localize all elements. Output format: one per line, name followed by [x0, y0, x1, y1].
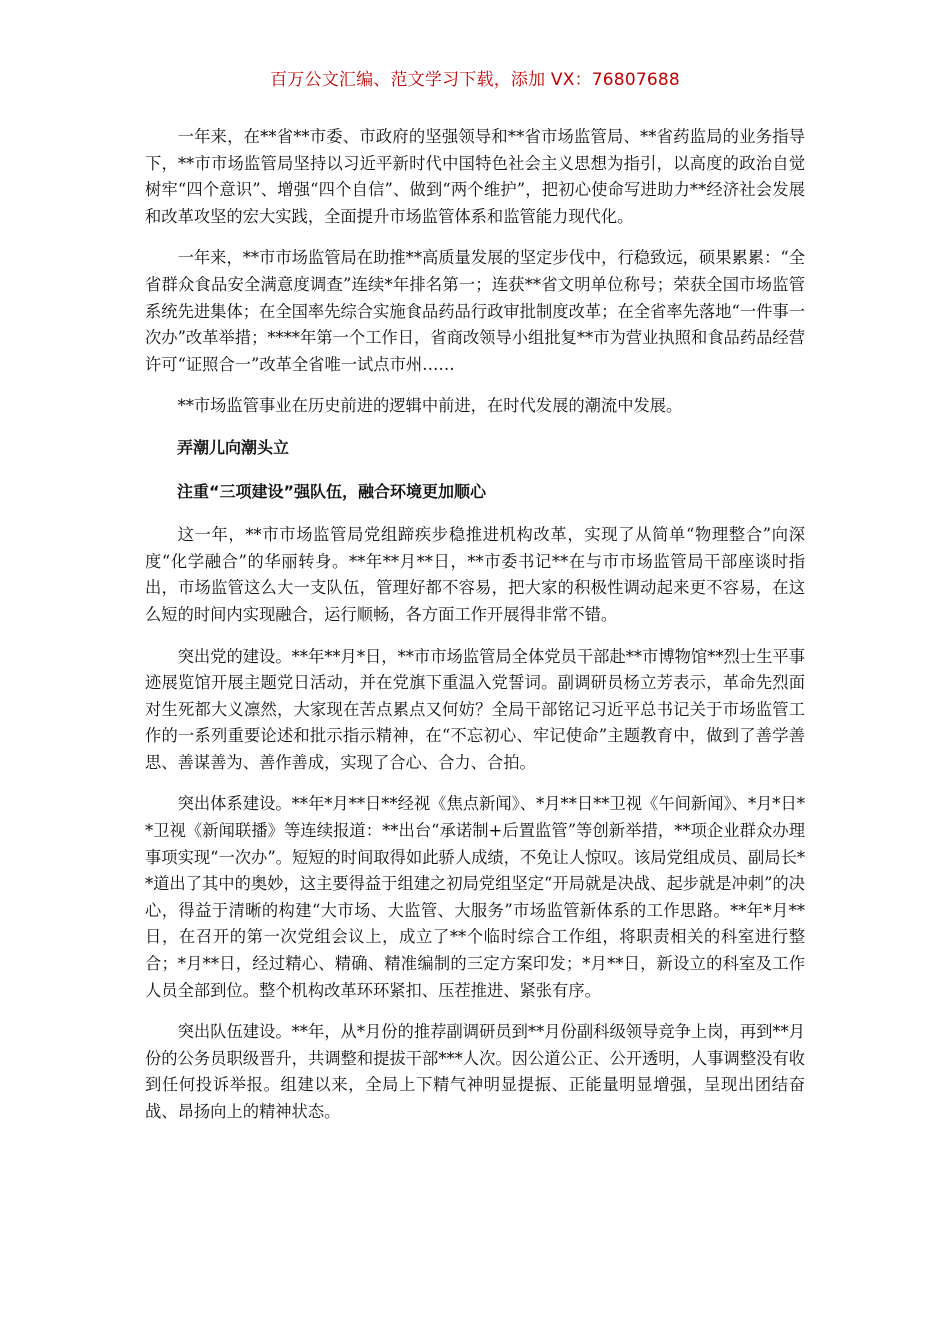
paragraph-reform: 这一年，**市市场监管局党组蹄疾步稳推进机构改革，实现了从简单“物理整合”向深度“化学融合”的华丽转身。**年**月**日，**市委书记**在与市市场监管局干部座谈时指出，市场监管这么大一支队伍，管理好都不容易，把大家的积极性调动起来更不容易，在这么短的时间内实现融合，运行顺畅，各方面工作开展得非常不错。 [145, 525, 805, 624]
paragraph-party-building: 突出党的建设。**年**月*日，**市市场监管局全体党员干部赴**市博物馆**烈士生平事迹展览馆开展主题党日活动，并在党旗下重温入党誓词。副调研员杨立芳表示，革命先烈面对生死都大义凛然，大家现在苦点累点又何妨？全局干部铭记习近平总书记关于市场监管工作的一系列重要论述和批示指示精神，在“不忘初心、牢记使命”主题教育中，做到了善学善思、善谋善为、善作善成，实现了合心、合力、合拍。 [145, 646, 805, 772]
paragraph-team-building: 突出队伍建设。**年，从*月份的推荐副调研员到**月份副科级领导竞争上岗，再到**月份的公务员职级晋升，共调整和提拔干部***人次。因公道公正、公开透明，人事调整没有收到任何投诉举报。组建以来，全局上下精气神明显提振、正能量明显增强，呈现出团结奋战、昂扬向上的精神状态。 [145, 1022, 805, 1121]
section-heading: 弄潮儿向潮头立 [177, 437, 290, 457]
document-body [145, 124, 805, 1141]
paragraph-achievements: 一年来，**市市场监管局在助推**高质量发展的坚定步伐中，行稳致远，硕果累累：“全省群众食品安全满意度调查”连续*年排名第一；连获**省文明单位称号；荣获全国市场监管系统先进集体；在全国率先综合实施食品药品行政审批制度改革；在全省率先落地“一件事一次办”改革举措；****年第一个工作日，省商改领导小组批复**市为营业执照和食品药品经营许可“证照合一”改革全省唯一试点市州…… [145, 248, 805, 374]
paragraph-summary: **市场监管事业在历史前进的逻辑中前进，在时代发展的潮流中发展。 [177, 396, 683, 416]
paragraph-system-building: 突出体系建设。**年*月**日**经视《焦点新闻》、*月**日**卫视《午间新闻》、*月*日**卫视《新闻联播》等连续报道：**出台“承诺制+后置监管”等创新举措，**项企业群众办理事项实现“一次办”。短短的时间取得如此骄人成绩，不免让人惊叹。该局党组成员、副局长**道出了其中的奥妙，这主要得益于组建之初局党组坚定“开局就是决战、起步就是冲刺”的决心，得益于清晰的构建“大市场、大监管、大服务”市场监管新体系的工作思路。**年*月**日，在召开的第一次党组会议上，成立了**个临时综合工作组，将职责相关的科室进行整合；*月**日，经过精心、精确、精准编制的三定方案印发；*月**日，新设立的科室及工作人员全部到位。整个机构改革环环紧扣、压茬推进、紧张有序。 [145, 794, 805, 1000]
subsection-heading: 注重“三项建设”强队伍，融合环境更加顺心 [177, 481, 487, 501]
paragraph-intro: 一年来，在**省**市委、市政府的坚强领导和**省市场监管局、**省药监局的业务指导下，**市市场监管局坚持以习近平新时代中国特色社会主义思想为指引，以高度的政治自觉树牢“四个意识”、增强“四个自信”、做到“两个维护”，把初心使命写进助力**经济社会发展和改革攻坚的宏大实践，全面提升市场监管体系和监管能力现代化。 [145, 127, 805, 226]
header-banner: 百万公文汇编、范文学习下载，添加 VX：76807688 [270, 70, 680, 90]
